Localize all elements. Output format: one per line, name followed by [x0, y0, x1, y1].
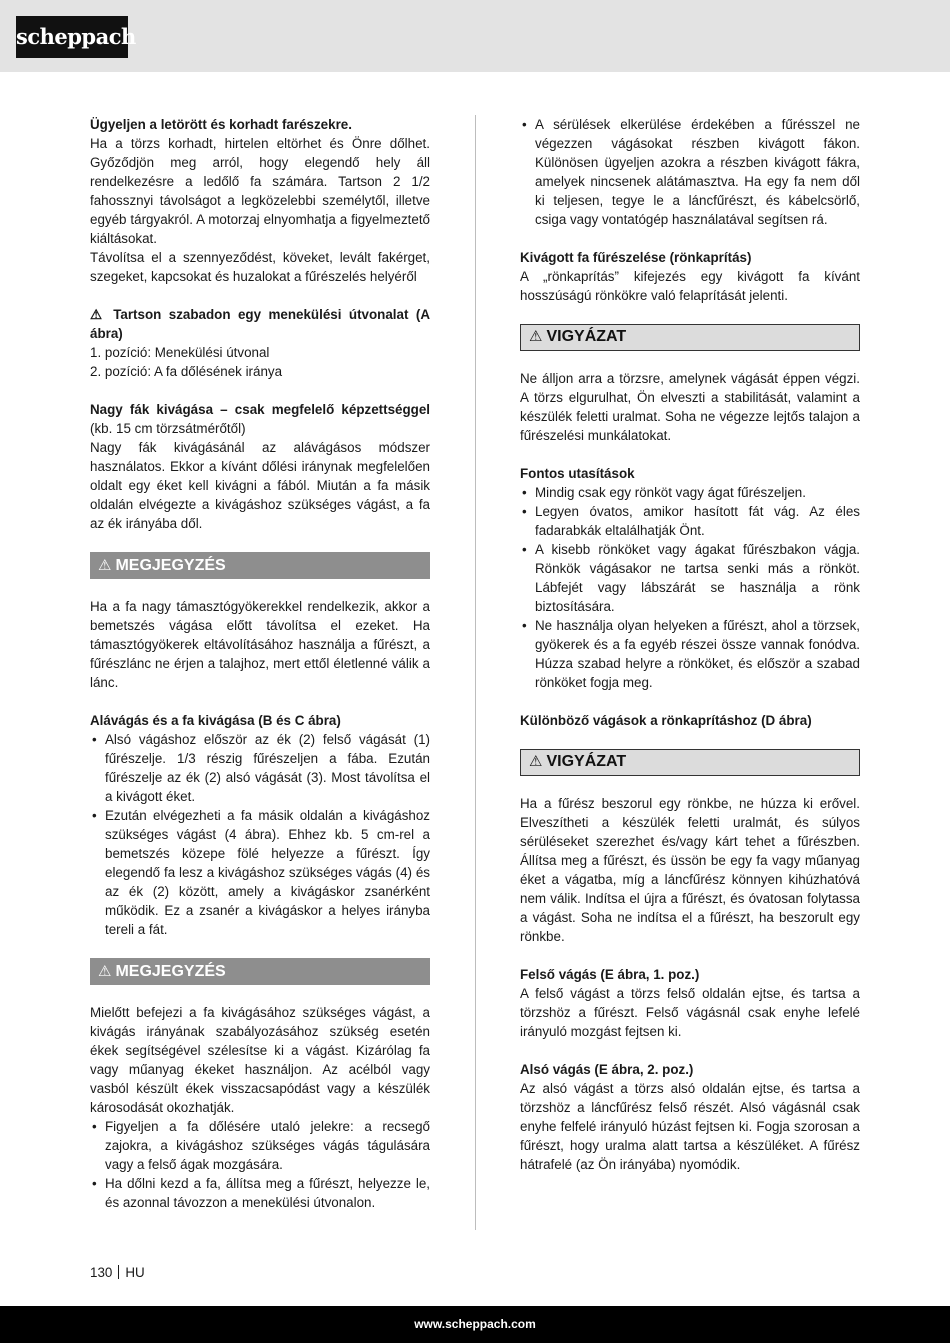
list-item: • Figyeljen a fa dőlésére utaló jelekre: a recsegő zajokra, a kivágáshoz szükséges vágás tágulására vagy a felső ágak mozgására.: [90, 1117, 430, 1174]
scheppach-logo: scheppach: [16, 16, 128, 58]
paragraph: A „rönkaprítás” kifejezés egy kivágott fa kívánt hosszúságú rönkökre való felaprítását jelenti.: [520, 269, 860, 303]
warning-icon: ⚠: [90, 307, 106, 322]
list-item: • Ha dőlni kezd a fa, állítsa meg a fűrészt, helyezze le, és azonnal távozzon a menekülési útvonalon.: [90, 1174, 430, 1212]
list-item: • Ezután elvégezheti a fa másik oldalán a kivágáshoz szükséges vágást (4 ábra). Ehhez kb. 5 cm-rel a bemetszés közepe fölé helyezze a fűrészt. Így elegendő fa lesz a kivágáshoz szükséges vágás (4) és az ék (2) között, amely a kivágáskor zsanérként működik. Ez a zsanér a kivágáskor a helyes irányba tereli a fát.: [90, 806, 430, 939]
page-number: 130 HU: [90, 1265, 145, 1280]
paragraph: Távolítsa el a szennyeződést, köveket, levált fakérget, szegeket, kapcsokat és huzalokat a fűrészelés helyéről: [90, 250, 430, 284]
paragraph: A felső vágást a törzs felső oldalán ejtse, és tartsa a törzshöz a fűrészt. Felső vágásnál csak enyhe lefelé irányuló mozgást fejtsen ki.: [520, 986, 860, 1039]
column-divider: [475, 115, 476, 1230]
paragraph: 2. pozíció: A fa dőlésének iránya: [90, 364, 283, 379]
footer-bar: [0, 1306, 950, 1343]
right-column: [520, 115, 860, 1174]
warning-banner: ⚠ VIGYÁZAT: [520, 324, 860, 351]
section-title: Ügyeljen a letörött és korhadt farészekre.: [90, 117, 352, 132]
paragraph: Ha a törzs korhadt, hirtelen eltörhet és Önre dőlhet. Győződjön meg arról, hogy elegendő hely áll rendelkezésre a ledőlő fa számára. Tartson 2 1/2 fahossznyi távolságot a legközelebbi személytől, illetve egyéb tárgyakról. A motorzaj elnyomhatja a figyelmeztető kiáltásokat.: [90, 136, 430, 246]
list-item: • Legyen óvatos, amikor hasított fát vág. Az éles fadarabkák eltalálhatják Önt.: [520, 502, 860, 540]
paragraph: Mielőtt befejezi a fa kivágásához szükséges vágást, a kivágás irányának szabályozásához szükség esetén ékek segítségével szélesítse ki a vágást. Kizárólag fa vagy műanyag ékeket használjon. Az acélból vagy vasból készült ékek visszacsapódást vagy a készülék károsodását okozhatják.: [90, 1005, 430, 1115]
paragraph: Az alsó vágást a törzs alsó oldalán ejtse, és tartsa a törzshöz a láncfűrész felső részét. Alsó vágásnál csak enyhe felfelé irányuló húzást fejtsen ki. Fogja szorosan a fűrészt, hogy uralma alatt tartsa a készüléket. A fűrész hátrafelé (az Ön irányába) nyomódik.: [520, 1081, 860, 1172]
section-title: Különböző vágások a rönkaprításhoz (D ábra): [520, 713, 812, 728]
note-banner: ⚠ MEGJEGYZÉS: [90, 552, 430, 579]
note-banner: ⚠ MEGJEGYZÉS: [90, 958, 430, 985]
warning-banner: ⚠ VIGYÁZAT: [520, 749, 860, 776]
section-title: Felső vágás (E ábra, 1. poz.): [520, 967, 700, 982]
paragraph: Ha a fűrész beszorul egy rönkbe, ne húzza ki erővel. Elveszítheti a készülék feletti uralmát, és súlyos sérüléseket szerezhet és/vagy kárt tehet a fűrészben. Állítsa meg a fűrészt, és üssön be egy fa vagy műanyag éket a vágatba, míg a láncfűrész könnyen kihúzhatóvá nem válik. Indítsa el újra a fűrészt, és óvatosan folytassa a vágást. Soha ne indítsa el a fűrészt, ha beszorult egy rönkbe.: [520, 796, 860, 944]
paragraph: Ne álljon arra a törzsre, amelynek vágását éppen végzi. A törzs elgurulhat, Ön elveszti a stabilitását, valamint a készülék feletti uralmat. Soha ne végezze lejtős talajon a fűrészelési munkálatokat.: [520, 371, 860, 443]
list-item: • A kisebb rönköket vagy ágakat fűrészbakon vágja. Rönkök vágásakor ne tartsa senki más a rönköt. Lábfejét vagy lábszárát se használja a rönk biztosítására.: [520, 540, 860, 616]
section-title: Fontos utasítások: [520, 466, 635, 481]
bullet-list: [90, 730, 430, 939]
paragraph: Ha a fa nagy támasztógyökerekkel rendelkezik, akkor a bemetszés vágása előtt távolítsa el ezeket. Ha támasztógyökerek eltávolításához használja a fűrészt, a fűrészlánc ne érjen a talajhoz, mert ettől életlenné válik a lánc.: [90, 599, 430, 690]
paragraph: 1. pozíció: Menekülési útvonal: [90, 345, 270, 360]
page-header: [0, 0, 950, 72]
list-item: • Alsó vágáshoz először az ék (2) felső vágását (1) fűrészelje. 1/3 részig fűrészeljen a fába. Ezután fűrészelje az ék (2) alsó vágását (3). Most távolítsa el a kivágott éket.: [90, 730, 430, 806]
section-title: ⚠ Tartson szabadon egy menekülési útvonalat (A ábra): [90, 307, 430, 341]
paragraph: Nagy fák kivágásánál az alávágásos módszer használatos. Ekkor a kívánt dőlési iránynak megfelelően oldalt egy éket kell kivágni a fából. Miután a fa másik oldalán elvégezte a kivágáshoz szükséges vágást, a fa az ék irányába dől.: [90, 440, 430, 531]
bullet-list: [520, 483, 860, 692]
website-link[interactable]: www.scheppach.com: [414, 1317, 536, 1331]
list-item: • A sérülések elkerülése érdekében a fűrésszel ne végezzen vágásokat részben kivágott fákon. Különösen ügyeljen azokra a részben kivágott fákra, amelyek nincsenek alátámasztva. Ha egy fa nem dől ki teljesen, tegye le a láncfűrészt, és kábelcsörlő, csiga vagy vontatógép használatával segítsen rá.: [520, 115, 860, 229]
section-title: Kivágott fa fűrészelése (rönkaprítás): [520, 250, 752, 265]
left-column: [90, 115, 430, 1212]
warning-icon: ⚠: [529, 753, 543, 770]
warning-icon: ⚠: [98, 557, 112, 574]
bullet-list: [90, 1117, 430, 1212]
section-title: Nagy fák kivágása – csak megfelelő képzettséggel (kb. 15 cm törzsátmérőtől): [90, 402, 430, 436]
warning-icon: ⚠: [529, 328, 543, 345]
section-title: Alávágás és a fa kivágása (B és C ábra): [90, 713, 341, 728]
bullet-list: [520, 115, 860, 229]
list-item: • Mindig csak egy rönköt vagy ágat fűrészeljen.: [520, 483, 860, 502]
section-title: Alsó vágás (E ábra, 2. poz.): [520, 1062, 694, 1077]
warning-icon: ⚠: [98, 963, 112, 980]
list-item: • Ne használja olyan helyeken a fűrészt, ahol a törzsek, gyökerek és a fa egyéb részei össze vannak fonódva. Húzza szabad helyre a rönköket, és először a szabad rönköket fogja meg.: [520, 616, 860, 692]
